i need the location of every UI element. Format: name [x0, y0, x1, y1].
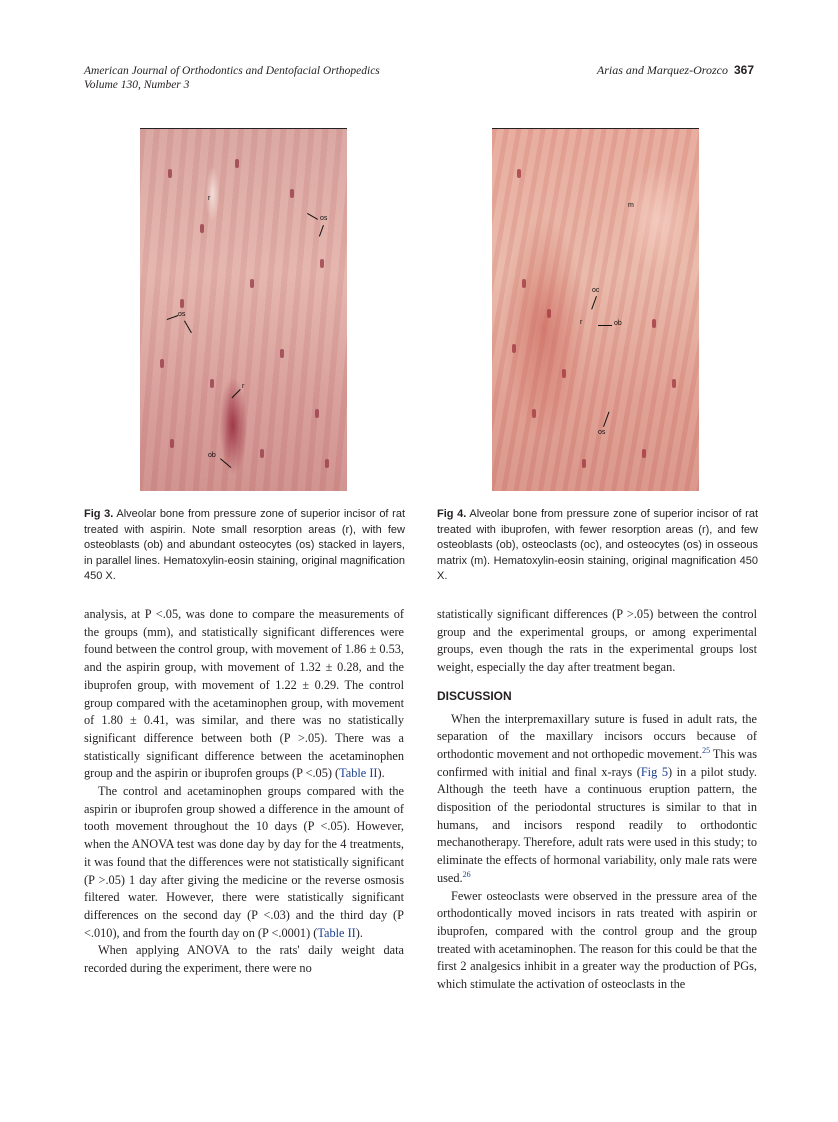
arrow: [307, 213, 318, 220]
figure-3-caption: [84, 507, 405, 585]
cell: [547, 309, 551, 318]
cell: [180, 299, 184, 308]
fig-5-link[interactable]: Fig 5: [640, 764, 668, 779]
paragraph-text: ) in a pilot study. Although the teeth have a continuous eruption pattern, the disposition of the periodontal structures is similar to that in humans, and incisors respond readily to orthodontic mechanotherapy. Therefore, adult rats were used in this study; to eliminate the effects of hormonal variability, only male rats were used.: [437, 764, 757, 885]
label-os: os: [178, 311, 186, 318]
cell: [582, 459, 586, 468]
figure-4-caption: [437, 507, 758, 585]
figure-3-caption-label: Fig 3.: [84, 508, 114, 520]
page-number: 367: [733, 63, 754, 77]
figure-4-caption-label: Fig 4.: [437, 508, 467, 520]
cell: [672, 379, 676, 388]
paragraph: When applying ANOVA to the rats' daily weight data recorded during the experiment, there were no: [84, 943, 404, 976]
section-heading-discussion: DISCUSSION: [437, 688, 512, 703]
cell: [562, 369, 566, 378]
arrow: [232, 389, 241, 398]
label-ob: ob: [614, 320, 622, 327]
paragraph-text: ).: [355, 925, 363, 940]
paragraph: statistically significant differences (P >.05) between the control group and the experimental groups, or among experimental groups, even though the rats in the experimental groups lost weight, especially the day after treatment began.: [437, 607, 757, 675]
arrow: [184, 321, 192, 334]
figure-4-micrograph: [492, 128, 699, 491]
arrow: [603, 412, 609, 427]
paragraph-text: This was confirmed with initial and final x-rays (: [437, 746, 757, 779]
label-os: os: [598, 429, 606, 436]
label-os: os: [320, 215, 328, 222]
cell: [168, 169, 172, 178]
cell: [320, 259, 324, 268]
label-ob: ob: [208, 452, 216, 459]
cell: [522, 279, 526, 288]
header-authors: Arias and Marquez-Orozco: [596, 63, 728, 77]
cell: [642, 449, 646, 458]
cell: [260, 449, 264, 458]
paragraph: [84, 783, 404, 942]
arrow: [591, 296, 597, 309]
label-m: m: [628, 202, 634, 209]
arrow: [220, 458, 231, 468]
arrow: [598, 325, 612, 326]
label-r: r: [242, 383, 245, 390]
running-header-right: [597, 63, 754, 78]
cell: [512, 344, 516, 353]
table-ii-link[interactable]: Table II: [339, 766, 378, 781]
cell: [280, 349, 284, 358]
cell: [200, 224, 204, 233]
label-oc: oc: [592, 287, 600, 294]
running-header-left: [84, 64, 380, 92]
cell: [160, 359, 164, 368]
paragraph: [437, 711, 757, 888]
label-r: r: [208, 195, 211, 202]
paragraph-text: ).: [377, 766, 385, 781]
journal-title: American Journal of Orthodontics and Dentofacial Orthopedics: [84, 65, 380, 77]
paragraph: Fewer osteoclasts were observed in the pressure area of the orthodontically moved incisors in rats treated with aspirin or ibuprofen, compared with the control group and the group treated with acetaminophen. The reason for this could be that the first 2 analgesics inhibit in a greater way the production of PGs, which stimulate the activation of osteoclasts in the: [437, 888, 757, 992]
left-column: [84, 606, 404, 978]
cell: [250, 279, 254, 288]
arrow: [167, 315, 179, 320]
paragraph-text: The control and acetaminophen groups compared with the aspirin or ibuprofen group showed a difference in the amount of tooth movement throughout the 10 days (P <.05). However, when the ANOVA test was done day by day for the 4 treatments, it was found that the differences were not statistically significant (P >.05) 1 day after giving the medicine or the reverse osmosis filtered water. However, there were statistically significant differences on the second day (P <.03) and the third day (P <.010), and from the fourth day on (P <.0001) (: [84, 784, 404, 940]
cell: [652, 319, 656, 328]
cell: [235, 159, 239, 168]
arrow: [319, 225, 324, 237]
cell: [532, 409, 536, 418]
journal-volume: Volume 130, Number 3: [84, 79, 190, 91]
paragraph: [84, 606, 404, 783]
cell: [325, 459, 329, 468]
cell: [170, 439, 174, 448]
reference-25[interactable]: 25: [702, 745, 711, 755]
paragraph-text: analysis, at P <.05, was done to compare the measurements of the groups (mm), and statistically significant differences were found between the control group, with movement of 1.86 ± 0.53, and the aspirin group, with movement of 1.32 ± 0.28, and the ibuprofen group, with movement of 1.22 ± 0.29. The control group compared with the acetaminophen group, with movement of 1.80 ± 0.41, was similar, and there was no statistically significant difference between both (P >.05). There was a statistically significant difference between the acetaminophen group and the aspirin or ibuprofen groups (P <.05) (: [84, 607, 404, 781]
cell: [290, 189, 294, 198]
cell: [315, 409, 319, 418]
paragraph-text: When the interpremaxillary suture is fused in adult rats, the separation of the maxillary incisors occurs because of orthodontic movement and not orthopedic movement.: [437, 711, 757, 761]
cell: [517, 169, 521, 178]
figure-3-micrograph: [140, 128, 347, 491]
figure-4-caption-text: Alveolar bone from pressure zone of superior incisor of rat treated with ibuprofen, with fewer resorption areas (r), and few osteoblasts (ob), osteoclasts (oc), and osteocytes (os) in osseous matrix (m). Hematoxylin-eosin staining, original magnification 450 X.: [437, 508, 758, 582]
reference-26[interactable]: 26: [462, 869, 471, 879]
right-column: [437, 606, 757, 994]
figure-3-caption-text: Alveolar bone from pressure zone of superior incisor of rat treated with aspirin. Note small resorption areas (r), with few osteoblasts (ob) and abundant osteocytes (os) stacked in layers, in parallel lines. Hematoxylin-eosin staining, original magnification 450 X.: [84, 508, 405, 582]
table-ii-link[interactable]: Table II: [317, 925, 356, 940]
cell: [210, 379, 214, 388]
label-r: r: [580, 319, 583, 326]
